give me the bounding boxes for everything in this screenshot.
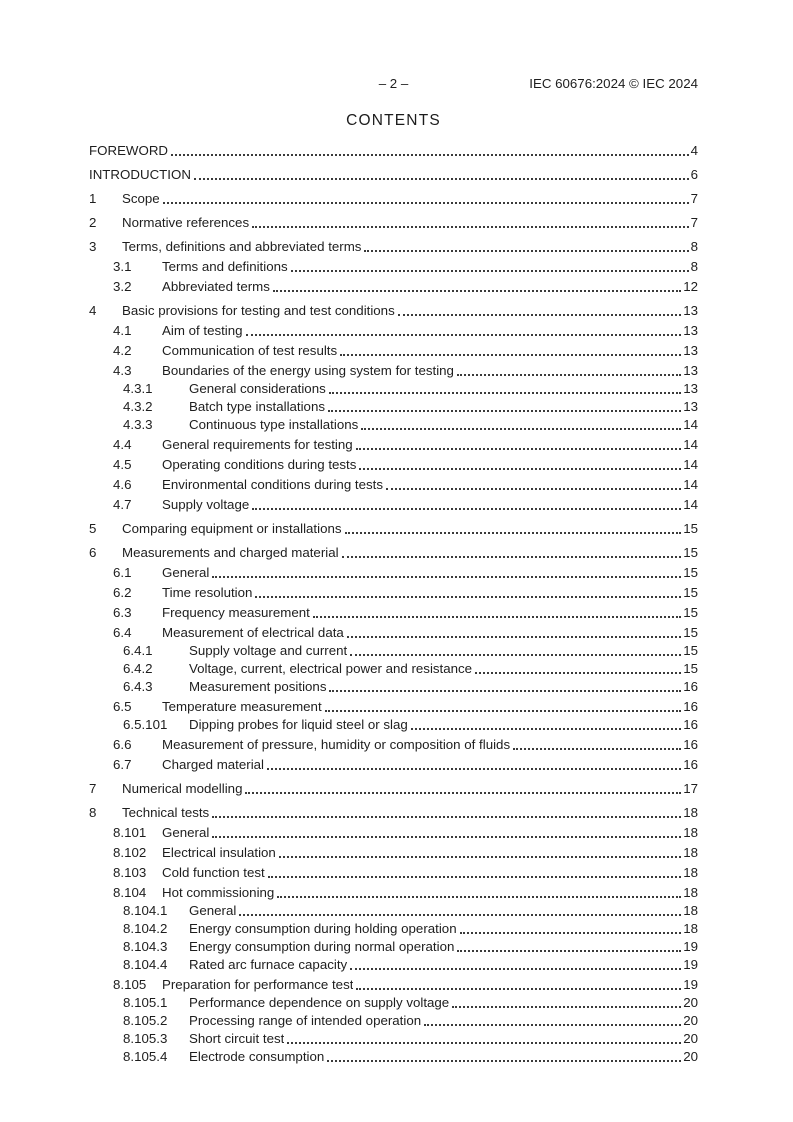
table-of-contents [89, 142, 698, 1066]
toc-entry [89, 380, 698, 398]
toc-entry [89, 824, 698, 842]
toc-entry [89, 456, 698, 474]
toc-entry-title: Preparation for performance test [162, 977, 354, 992]
toc-entry-page: 16 [683, 717, 698, 732]
toc-entry-number: 7 [89, 781, 97, 796]
toc-entry-number: 6 [89, 545, 97, 560]
toc-leader-dots [340, 342, 681, 356]
toc-entry-number: 6.5.101 [123, 717, 168, 732]
toc-entry [89, 642, 698, 660]
toc-entry-title: Basic provisions for testing and test conditions [122, 303, 395, 318]
toc-entry [89, 436, 698, 454]
toc-leader-dots [457, 362, 681, 376]
toc-entry-title: Supply voltage [162, 497, 250, 512]
toc-entry [89, 302, 698, 320]
document-reference: IEC 60676:2024 © IEC 2024 [529, 76, 698, 91]
toc-entry-number: 8.101 [113, 825, 147, 840]
toc-entry-number: 8.104 [113, 885, 147, 900]
toc-entry-title: General [162, 565, 210, 580]
toc-entry-number: 4.7 [113, 497, 132, 512]
toc-entry-page: 14 [683, 437, 698, 452]
toc-entry-page: 8 [690, 259, 698, 274]
toc-entry-title: Communication of test results [162, 343, 338, 358]
toc-entry-number: 4.4 [113, 437, 132, 452]
toc-leader-dots [350, 642, 681, 656]
toc-entry-number: 8.105.4 [123, 1049, 168, 1064]
toc-entry-page: 18 [683, 805, 698, 820]
toc-entry-number: 1 [89, 191, 97, 206]
toc-entry-page: 13 [683, 303, 698, 318]
toc-entry [89, 322, 698, 340]
toc-entry [89, 780, 698, 798]
toc-entry-title: Measurement of electrical data [162, 625, 344, 640]
toc-entry-page: 6 [690, 167, 698, 182]
toc-entry-page: 13 [683, 323, 698, 338]
contents-title: CONTENTS [346, 112, 441, 129]
toc-entry-page: 18 [683, 903, 698, 918]
toc-entry-title: Rated arc furnace capacity [189, 957, 348, 972]
toc-entry-page: 17 [683, 781, 698, 796]
toc-entry-number: 8.105.1 [123, 995, 168, 1010]
toc-entry-number: 8.104.4 [123, 957, 168, 972]
toc-entry-title: Frequency measurement [162, 605, 310, 620]
toc-entry-page: 14 [683, 477, 698, 492]
toc-entry-title: Terms, definitions and abbreviated terms [122, 239, 362, 254]
toc-entry-title: Technical tests [122, 805, 210, 820]
toc-entry-number: 4.1 [113, 323, 132, 338]
toc-entry [89, 564, 698, 582]
toc-entry-page: 14 [683, 497, 698, 512]
toc-entry [89, 698, 698, 716]
toc-entry-page: 15 [683, 565, 698, 580]
toc-entry-page: 14 [683, 457, 698, 472]
toc-entry [89, 238, 698, 256]
toc-entry-page: 13 [683, 381, 698, 396]
toc-entry-number: 8.104.3 [123, 939, 168, 954]
toc-entry-title: FOREWORD [89, 143, 169, 158]
toc-entry-number: 8.105.3 [123, 1031, 168, 1046]
toc-entry-number: 8.104.2 [123, 921, 168, 936]
toc-entry-page: 16 [683, 699, 698, 714]
toc-entry-title: Abbreviated terms [162, 279, 270, 294]
toc-leader-dots [329, 380, 681, 394]
toc-leader-dots [194, 166, 689, 180]
toc-leader-dots [273, 278, 681, 292]
toc-entry-number: 4.6 [113, 477, 132, 492]
toc-leader-dots [342, 544, 682, 558]
toc-entry-title: Operating conditions during tests [162, 457, 357, 472]
toc-entry [89, 736, 698, 754]
toc-entry-title: Environmental conditions during tests [162, 477, 383, 492]
toc-leader-dots [291, 258, 689, 272]
toc-entry-title: Continuous type installations [189, 417, 359, 432]
toc-leader-dots [327, 1048, 681, 1062]
toc-leader-dots [255, 584, 681, 598]
toc-entry-title: Electrical insulation [162, 845, 276, 860]
header-spacer [89, 77, 292, 91]
toc-entry-page: 15 [683, 625, 698, 640]
toc-entry-title: Time resolution [162, 585, 253, 600]
toc-leader-dots [171, 142, 689, 156]
toc-entry-page: 15 [683, 521, 698, 536]
toc-entry [89, 624, 698, 642]
toc-entry-page: 18 [683, 865, 698, 880]
toc-entry [89, 902, 698, 920]
toc-leader-dots [359, 456, 681, 470]
toc-entry [89, 166, 698, 184]
toc-entry-number: 4.5 [113, 457, 132, 472]
toc-entry [89, 804, 698, 822]
toc-entry [89, 214, 698, 232]
toc-entry-page: 18 [683, 825, 698, 840]
toc-entry-title: Performance dependence on supply voltage [189, 995, 450, 1010]
toc-entry-page: 15 [683, 585, 698, 600]
toc-leader-dots [328, 398, 681, 412]
toc-leader-dots [398, 302, 681, 316]
toc-entry [89, 258, 698, 276]
toc-leader-dots [356, 436, 682, 450]
toc-entry-title: Measurements and charged material [122, 545, 339, 560]
toc-entry-page: 16 [683, 679, 698, 694]
toc-entry-title: Temperature measurement [162, 699, 322, 714]
toc-entry-title: Measurement of pressure, humidity or composition of fluids [162, 737, 511, 752]
toc-entry-number: 3.2 [113, 279, 132, 294]
toc-leader-dots [345, 520, 682, 534]
toc-entry [89, 342, 698, 360]
toc-leader-dots [356, 976, 681, 990]
toc-entry [89, 416, 698, 434]
toc-entry-number: 8.105.2 [123, 1013, 168, 1028]
toc-entry [89, 278, 698, 296]
toc-entry [89, 476, 698, 494]
toc-entry-title: Charged material [162, 757, 264, 772]
toc-leader-dots [513, 736, 681, 750]
toc-entry [89, 544, 698, 562]
toc-leader-dots [386, 476, 681, 490]
toc-entry [89, 496, 698, 514]
toc-entry-number: 5 [89, 521, 97, 536]
toc-leader-dots [245, 780, 681, 794]
toc-entry [89, 938, 698, 956]
toc-entry-page: 13 [683, 363, 698, 378]
toc-leader-dots [325, 698, 682, 712]
toc-entry-number: 6.7 [113, 757, 132, 772]
toc-entry-number: 4.3.3 [123, 417, 153, 432]
toc-entry-number: 8.105 [113, 977, 147, 992]
page-number-marker: – 2 – [378, 76, 409, 91]
toc-entry-title: Numerical modelling [122, 781, 243, 796]
toc-leader-dots [347, 624, 681, 638]
toc-entry-page: 7 [690, 215, 698, 230]
toc-entry-page: 18 [683, 845, 698, 860]
toc-leader-dots [350, 956, 681, 970]
toc-entry [89, 920, 698, 938]
toc-leader-dots [212, 824, 681, 838]
toc-entry-title: Boundaries of the energy using system for testing [162, 363, 454, 378]
toc-leader-dots [252, 214, 688, 228]
toc-entry-title: Energy consumption during holding operation [189, 921, 457, 936]
toc-entry-number: 6.1 [113, 565, 132, 580]
toc-entry [89, 976, 698, 994]
toc-entry-number: 8.103 [113, 865, 147, 880]
toc-entry [89, 1030, 698, 1048]
toc-leader-dots [411, 716, 681, 730]
toc-leader-dots [457, 938, 681, 952]
toc-leader-dots [452, 994, 681, 1008]
toc-entry-title: Electrode consumption [189, 1049, 325, 1064]
toc-entry-title: Short circuit test [189, 1031, 285, 1046]
toc-entry-page: 19 [683, 939, 698, 954]
toc-entry-page: 16 [683, 737, 698, 752]
toc-entry-number: 6.3 [113, 605, 132, 620]
toc-entry-title: General [189, 903, 237, 918]
toc-entry [89, 756, 698, 774]
toc-entry [89, 994, 698, 1012]
toc-leader-dots [212, 804, 681, 818]
toc-entry-title: Supply voltage and current [189, 643, 348, 658]
toc-entry-number: 6.4 [113, 625, 132, 640]
toc-leader-dots [277, 884, 681, 898]
toc-entry-number: 4.2 [113, 343, 132, 358]
toc-entry [89, 716, 698, 734]
toc-entry-page: 20 [683, 1013, 698, 1028]
toc-entry [89, 1012, 698, 1030]
toc-entry [89, 864, 698, 882]
toc-entry [89, 520, 698, 538]
toc-entry-title: Comparing equipment or installations [122, 521, 342, 536]
toc-entry-title: Scope [122, 191, 160, 206]
toc-entry-number: 6.4.3 [123, 679, 153, 694]
toc-entry-page: 15 [683, 661, 698, 676]
toc-entry-page: 4 [690, 143, 698, 158]
toc-entry-number: 6.6 [113, 737, 132, 752]
toc-entry-title: INTRODUCTION [89, 167, 191, 182]
toc-leader-dots [475, 660, 681, 674]
toc-entry-title: Aim of testing [162, 323, 243, 338]
toc-entry-number: 4.3.1 [123, 381, 153, 396]
toc-entry-number: 8.102 [113, 845, 147, 860]
toc-entry [89, 884, 698, 902]
toc-entry [89, 660, 698, 678]
toc-leader-dots [364, 238, 688, 252]
toc-entry-page: 18 [683, 885, 698, 900]
toc-leader-dots [329, 678, 681, 692]
toc-entry-number: 6.5 [113, 699, 132, 714]
toc-entry [89, 1048, 698, 1066]
toc-entry-number: 2 [89, 215, 97, 230]
toc-entry-number: 4 [89, 303, 97, 318]
toc-entry [89, 604, 698, 622]
toc-entry-number: 4.3.2 [123, 399, 153, 414]
toc-entry-number: 3 [89, 239, 97, 254]
toc-entry-page: 16 [683, 757, 698, 772]
toc-entry [89, 362, 698, 380]
toc-entry-title: Dipping probes for liquid steel or slag [189, 717, 408, 732]
toc-entry-number: 8 [89, 805, 97, 820]
toc-entry-number: 4.3 [113, 363, 132, 378]
toc-entry-page: 8 [690, 239, 698, 254]
toc-entry-title: Normative references [122, 215, 250, 230]
toc-entry [89, 956, 698, 974]
toc-entry [89, 190, 698, 208]
toc-entry-page: 14 [683, 417, 698, 432]
toc-leader-dots [287, 1030, 681, 1044]
toc-entry [89, 678, 698, 696]
toc-entry-page: 13 [683, 343, 698, 358]
toc-entry-number: 6.4.2 [123, 661, 153, 676]
toc-leader-dots [239, 902, 681, 916]
toc-leader-dots [252, 496, 681, 510]
toc-leader-dots [361, 416, 681, 430]
toc-entry-page: 20 [683, 995, 698, 1010]
toc-entry-page: 20 [683, 1031, 698, 1046]
toc-entry-title: Batch type installations [189, 399, 326, 414]
toc-leader-dots [267, 756, 681, 770]
toc-entry-title: Terms and definitions [162, 259, 288, 274]
toc-entry-title: General considerations [189, 381, 326, 396]
toc-entry [89, 142, 698, 160]
toc-entry-title: Measurement positions [189, 679, 327, 694]
toc-entry-page: 19 [683, 977, 698, 992]
toc-leader-dots [163, 190, 689, 204]
toc-entry [89, 844, 698, 862]
toc-leader-dots [268, 864, 681, 878]
toc-entry-title: General requirements for testing [162, 437, 353, 452]
toc-entry-page: 7 [690, 191, 698, 206]
toc-entry-title: Energy consumption during normal operation [189, 939, 455, 954]
toc-leader-dots [460, 920, 682, 934]
toc-entry-page: 15 [683, 605, 698, 620]
toc-entry-title: Hot commissioning [162, 885, 275, 900]
toc-leader-dots [212, 564, 681, 578]
toc-entry-page: 13 [683, 399, 698, 414]
toc-entry-page: 20 [683, 1049, 698, 1064]
toc-entry-page: 18 [683, 921, 698, 936]
toc-entry-title: Cold function test [162, 865, 265, 880]
toc-entry-title: Voltage, current, electrical power and resistance [189, 661, 473, 676]
toc-entry-number: 8.104.1 [123, 903, 168, 918]
toc-entry-number: 6.2 [113, 585, 132, 600]
toc-entry-title: General [162, 825, 210, 840]
toc-entry-number: 3.1 [113, 259, 132, 274]
toc-entry [89, 398, 698, 416]
toc-entry-page: 19 [683, 957, 698, 972]
toc-entry-page: 12 [683, 279, 698, 294]
toc-entry-number: 6.4.1 [123, 643, 153, 658]
toc-leader-dots [246, 322, 682, 336]
toc-entry [89, 584, 698, 602]
toc-entry-page: 15 [683, 545, 698, 560]
toc-leader-dots [313, 604, 681, 618]
toc-leader-dots [424, 1012, 681, 1026]
toc-entry-title: Processing range of intended operation [189, 1013, 422, 1028]
page-header [89, 77, 698, 91]
toc-leader-dots [279, 844, 681, 858]
toc-entry-page: 15 [683, 643, 698, 658]
